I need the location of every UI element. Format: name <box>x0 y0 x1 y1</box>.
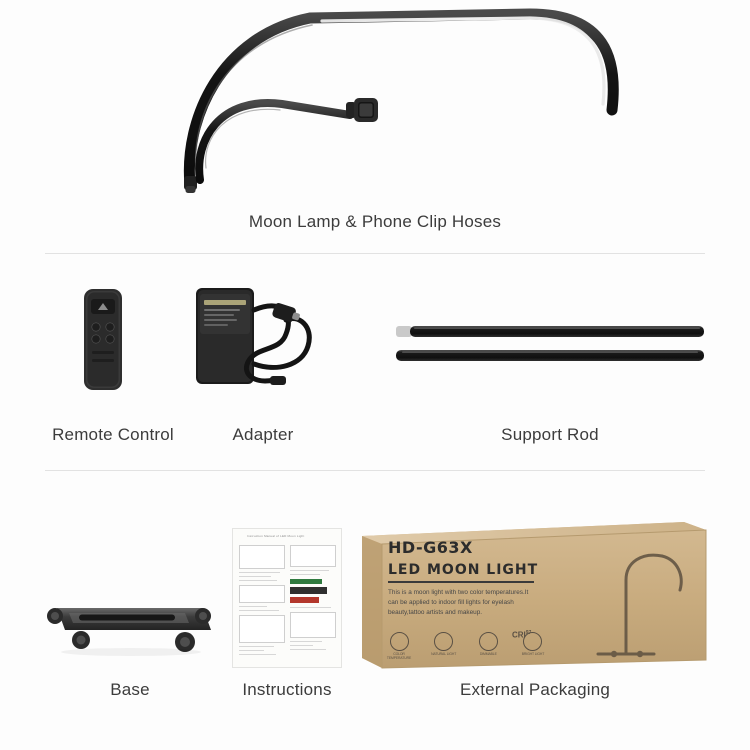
instruction-column-left <box>239 545 285 658</box>
caption-instructions: Instructions <box>242 680 332 699</box>
divider-2 <box>45 470 705 471</box>
caption-external-packaging: External Packaging <box>459 680 611 699</box>
feature-icon-bright-light: BRIGHT LIGHT <box>520 632 546 660</box>
external-packaging-illustration <box>360 520 708 670</box>
caption-support-rod: Support Rod <box>501 425 599 444</box>
feature-icon-color-temperature: COLOR TEMPERATURE <box>386 632 412 660</box>
packaging-model-text: HD-G63X <box>388 538 473 557</box>
packaging-title-underline <box>388 581 534 583</box>
divider-1 <box>45 253 705 254</box>
section-accessories <box>0 262 750 472</box>
natural-light-icon <box>434 632 453 651</box>
caption-hoses: Moon Lamp & Phone Clip Hoses <box>248 212 502 231</box>
caption-adapter: Adapter <box>232 425 294 444</box>
cri-badge <box>512 630 531 640</box>
remote-control-illustration <box>78 287 128 392</box>
instruction-sheet-header: Instruction Manual of LED Moon Light <box>247 534 305 538</box>
rolling-base-illustration <box>35 590 225 660</box>
power-adapter-illustration <box>190 280 330 400</box>
cri-badge-value: 97 <box>525 630 532 636</box>
feature-icon-natural-light: NATURAL LIGHT <box>431 632 457 660</box>
section-base-and-packaging <box>0 480 750 748</box>
instruction-column-right <box>290 545 336 653</box>
support-rod-illustration <box>390 320 710 370</box>
section-hoses <box>0 0 750 255</box>
dimmable-icon <box>479 632 498 651</box>
caption-base: Base <box>110 680 150 699</box>
instruction-sheet-paper <box>232 528 342 668</box>
color-temperature-icon <box>390 632 409 651</box>
packaging-title-text: LED MOON LIGHT <box>388 562 539 578</box>
caption-remote-control: Remote Control <box>52 425 174 444</box>
packaging-description-text: This is a moon light with two color temperatures.It can be applied to indoor fill lights for eyelash beauty,tattoo artists and makeup. <box>388 589 529 616</box>
instructions-sheet-illustration <box>232 528 342 668</box>
cri-badge-label: CRI <box>512 630 526 640</box>
feature-icon-dimmable: DIMMABLE <box>475 632 501 660</box>
moon-lamp-and-clip-hose-illustration <box>100 0 660 200</box>
